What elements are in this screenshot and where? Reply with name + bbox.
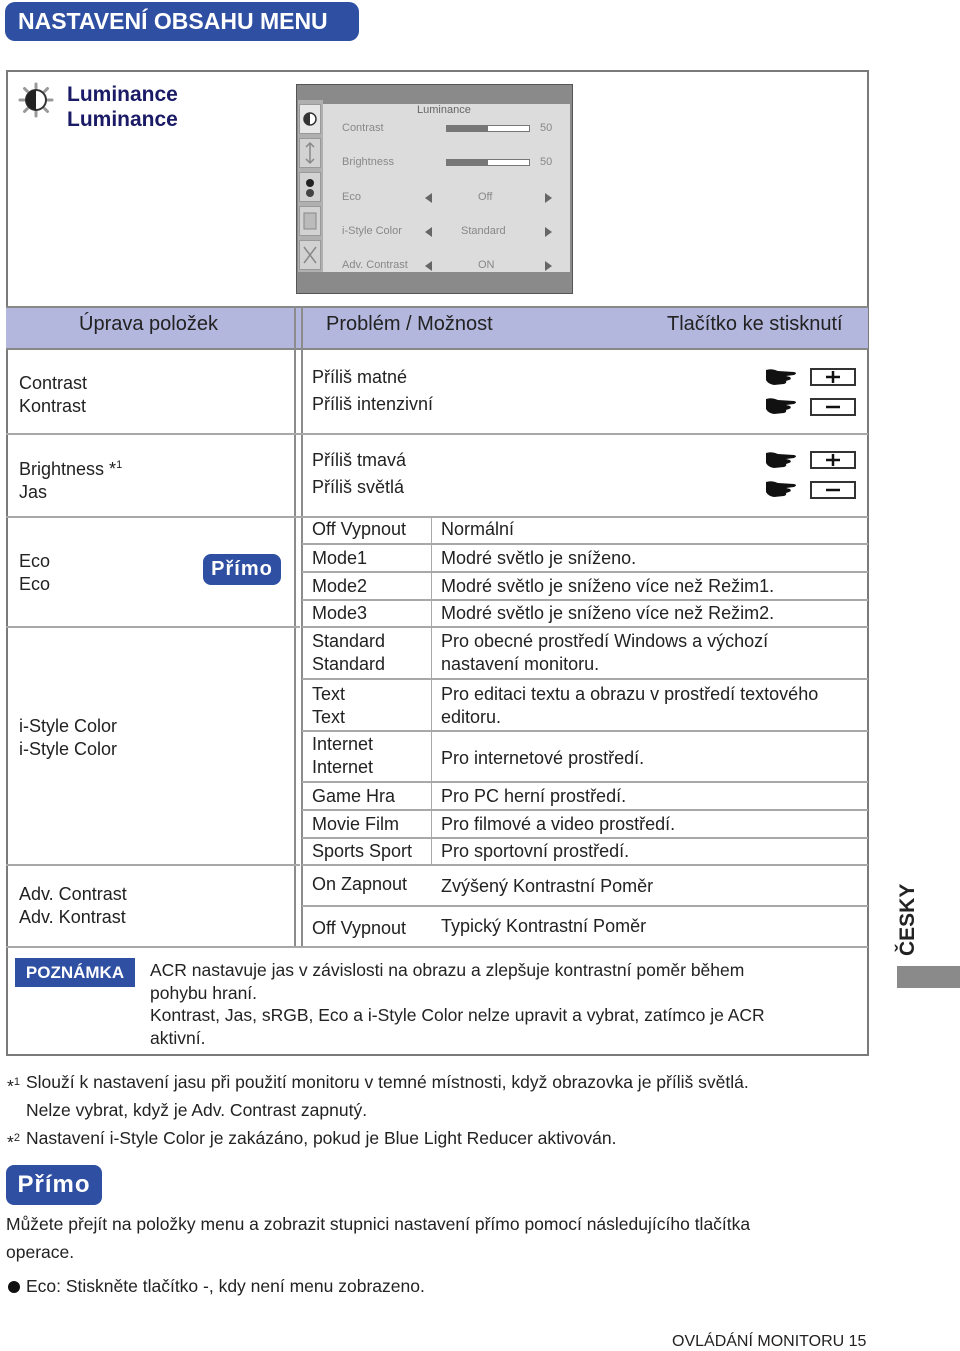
option: Game Hra xyxy=(312,786,396,806)
option: Standard Standard xyxy=(312,631,386,674)
language-tab xyxy=(880,870,930,960)
osd-info-tab xyxy=(299,206,321,236)
option: Mode3 xyxy=(312,603,368,623)
column-header: Tlačítko ke stisknutí xyxy=(667,313,843,335)
option: Internet Internet xyxy=(312,734,374,777)
option-desc: Modré světlo je sníženo více než Režim1. xyxy=(441,576,775,596)
footnote-mark: *$^1$ xyxy=(7,1075,20,1096)
row-divider xyxy=(302,864,868,866)
language-tab-bar xyxy=(897,966,960,988)
direct-bullet: Eco: Stiskněte tlačítko -, kdy není menu zobrazeno. xyxy=(26,1276,425,1296)
hand-pointer-icon xyxy=(764,449,798,471)
row-divider xyxy=(302,905,868,907)
row-divider xyxy=(302,781,868,783)
osd-row-value: 50 xyxy=(540,156,553,168)
osd-adjust-icon xyxy=(300,139,320,167)
osd-tools-icon xyxy=(300,241,320,269)
row-divider xyxy=(302,809,868,811)
page-footer: OVLÁDÁNÍ MONITORU 15 xyxy=(672,1333,867,1350)
option-desc: Pro internetové prostředí. xyxy=(441,748,645,768)
option: Sports Sport xyxy=(312,841,413,861)
row-divider xyxy=(6,864,300,866)
osd-brightness-bar xyxy=(446,159,530,166)
arrow-left-icon xyxy=(425,261,432,271)
footnote-mark: *$^2$ xyxy=(7,1131,20,1152)
problem-brightness: Příliš tmavá Příliš světlá xyxy=(312,450,407,497)
hand-pointer-icon xyxy=(764,478,798,500)
footnote-1: Slouží k nastavení jasu při použití monitoru v temné místnosti, když obrazovka je příliš světlá. Nelze vybrat, když je Adv. Contrast zapnutý. xyxy=(26,1072,749,1120)
option: Off Vypnout xyxy=(312,519,407,539)
osd-image-tab xyxy=(299,138,321,168)
option-desc: Pro PC herní prostředí. xyxy=(441,786,627,806)
row-divider xyxy=(6,946,868,948)
option-desc: Pro editaci textu a obrazu v prostředí textového editoru. xyxy=(441,684,819,727)
item-adv-contrast: Adv. Contrast Adv. Kontrast xyxy=(19,884,127,927)
note-badge: POZNÁMKA xyxy=(15,958,135,987)
option: Movie Film xyxy=(312,814,400,834)
osd-contrast-bar xyxy=(446,125,530,132)
row-divider xyxy=(302,730,868,732)
brightness-icon xyxy=(18,82,54,118)
option-desc: Pro sportovní prostředí. xyxy=(441,841,630,861)
osd-row-label: Brightness xyxy=(342,156,394,168)
osd-info-icon xyxy=(300,207,320,235)
osd-row-label: Adv. Contrast xyxy=(342,259,408,271)
minus-button-icon xyxy=(810,481,856,499)
osd-row-value: ON xyxy=(478,259,495,271)
arrow-right-icon xyxy=(545,193,552,203)
row-divider xyxy=(302,599,868,601)
item-brightness: Brightness *$^1$ Jas xyxy=(19,459,123,502)
option-desc: Typický Kontrastní Poměr xyxy=(441,916,647,936)
language-tab-label: ČESKY xyxy=(896,883,919,956)
arrow-right-icon xyxy=(545,227,552,237)
direct-text: Můžete přejít na položky menu a zobrazit stupnici nastavení přímo pomocí následujícího tlačítka operace. xyxy=(6,1214,751,1262)
row-divider xyxy=(6,626,300,628)
note-text: ACR nastavuje jas v závislosti na obrazu a zlepšuje kontrastní poměr během pohybu hraní. Kontrast, Jas, sRGB, Eco a i-Style Color nelze upravit a vybrat, zatímco je ACR aktivní. xyxy=(150,960,765,1048)
direct-heading: Přímo xyxy=(6,1165,102,1205)
row-divider xyxy=(302,626,868,628)
row-divider xyxy=(6,433,868,435)
osd-setup-tab xyxy=(299,240,321,270)
option: Mode1 xyxy=(312,548,368,568)
direct-badge: Přímo xyxy=(203,554,281,585)
problem-contrast: Příliš matné Příliš intenzivní xyxy=(312,367,434,414)
arrow-left-icon xyxy=(425,227,432,237)
row-divider xyxy=(302,678,868,680)
hand-pointer-icon xyxy=(764,395,798,417)
osd-row-label: Contrast xyxy=(342,122,384,134)
column-header: Úprava položek xyxy=(79,313,218,335)
option-desc: Modré světlo je sníženo. xyxy=(441,548,637,568)
arrow-right-icon xyxy=(545,261,552,271)
plus-button-icon xyxy=(810,368,856,386)
arrow-left-icon xyxy=(425,193,432,203)
osd-brightness-icon xyxy=(300,105,320,133)
section-title: Luminance Luminance xyxy=(67,83,178,131)
column-divider xyxy=(431,517,432,864)
row-divider xyxy=(6,516,868,518)
option: On Zapnout xyxy=(312,874,408,894)
option: Mode2 xyxy=(312,576,368,596)
option-desc: Modré světlo je sníženo více než Režim2. xyxy=(441,603,775,623)
item-contrast: Contrast Kontrast xyxy=(19,373,88,416)
minus-button-icon xyxy=(810,398,856,416)
plus-button-icon xyxy=(810,451,856,469)
osd-row-label: i-Style Color xyxy=(342,225,402,237)
option-desc: Pro filmové a video prostředí. xyxy=(441,814,676,834)
option: Off Vypnout xyxy=(312,918,407,938)
bullet-icon xyxy=(8,1281,20,1293)
osd-color-icon xyxy=(300,173,320,201)
row-divider xyxy=(302,837,868,839)
page-title: NASTAVENÍ OBSAHU MENU xyxy=(5,2,359,41)
row-divider xyxy=(302,543,868,545)
item-istyle: i-Style Color i-Style Color xyxy=(19,716,118,759)
osd-color-tab xyxy=(299,172,321,202)
hand-pointer-icon xyxy=(764,366,798,388)
footnote-2: Nastavení i-Style Color je zakázáno, pokud je Blue Light Reducer aktivován. xyxy=(26,1128,617,1148)
osd-row-label: Eco xyxy=(342,191,361,203)
osd-row-value: Off xyxy=(478,191,493,203)
row-divider xyxy=(302,571,868,573)
option-desc: Zvýšený Kontrastní Poměr xyxy=(441,876,654,896)
option-desc: Pro obecné prostředí Windows a výchozí nastavení monitoru. xyxy=(441,631,769,674)
osd-row-value: Standard xyxy=(461,225,506,237)
osd-title: Luminance xyxy=(417,104,471,116)
option: Text Text xyxy=(312,684,346,727)
option-desc: Normální xyxy=(441,519,515,539)
osd-row-value: 50 xyxy=(540,122,553,134)
osd-luminance-tab xyxy=(299,104,321,134)
item-eco: Eco Eco xyxy=(19,551,51,594)
column-header: Problém / Možnost xyxy=(326,313,493,335)
